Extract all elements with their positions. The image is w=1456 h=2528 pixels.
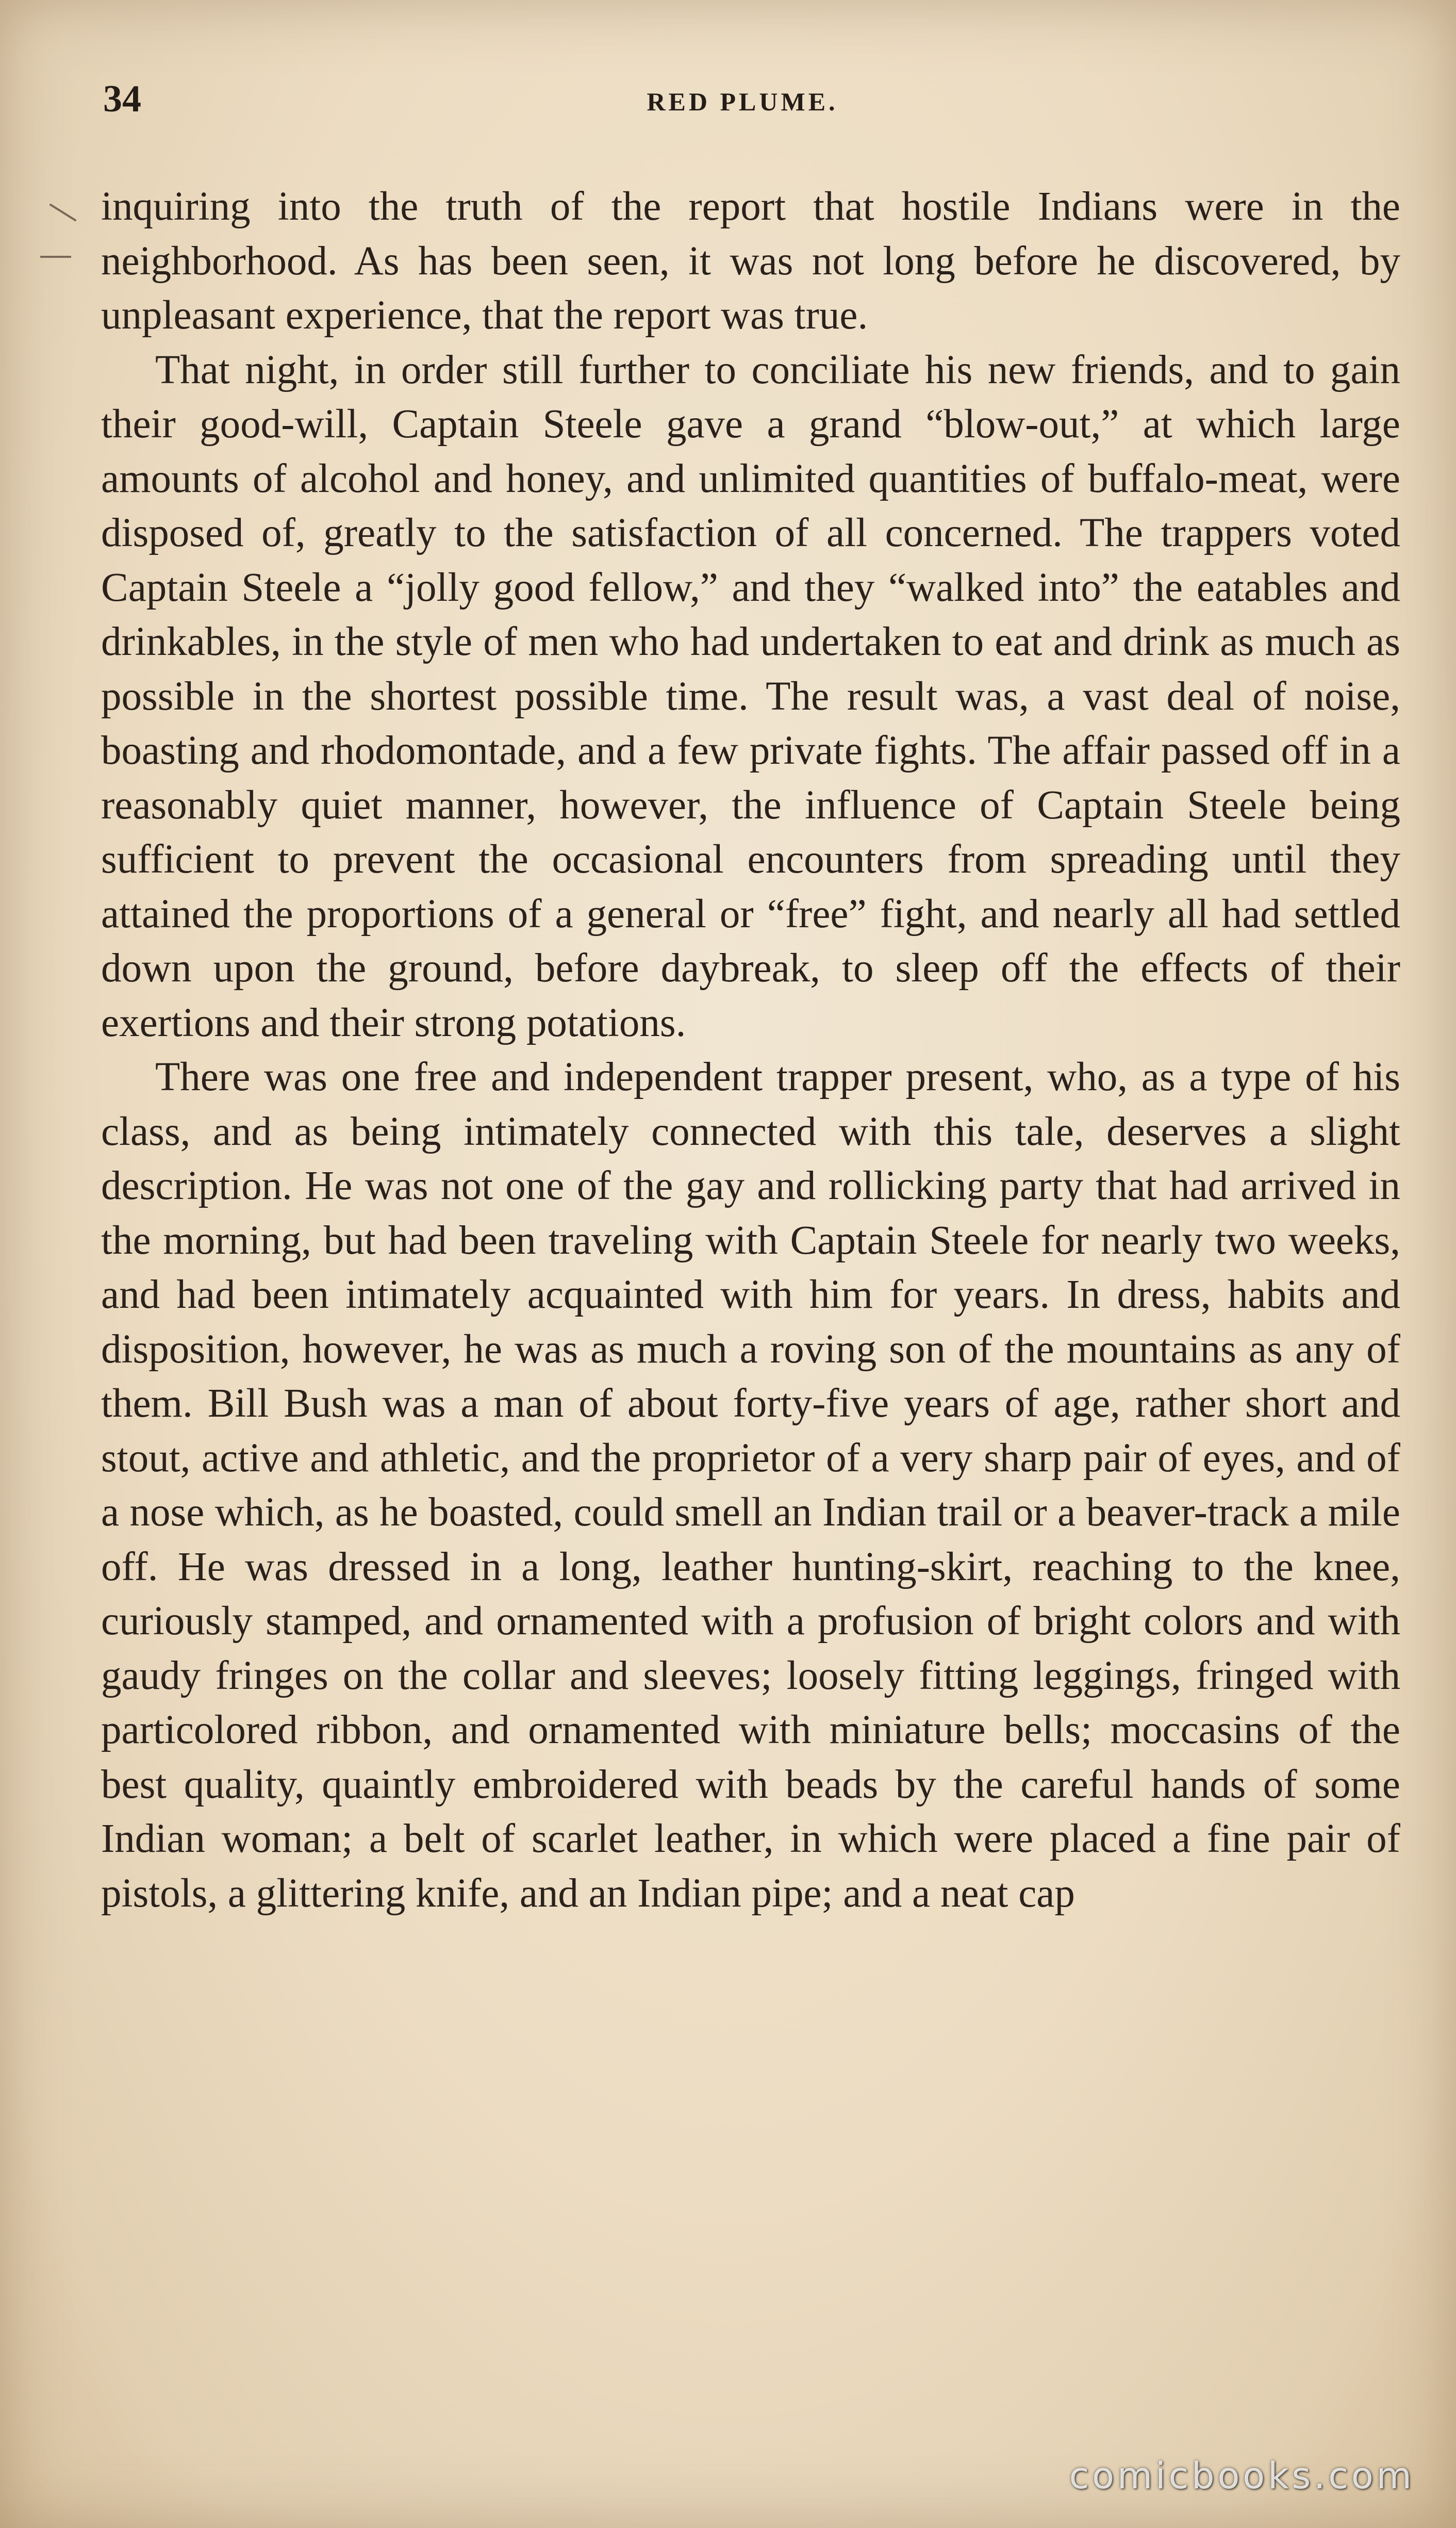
running-head: RED PLUME. — [647, 87, 838, 116]
paragraph: That night, in order still further to conciliate his new friends, and to gain their good-will, Captain Steele gave a grand “blow-out,” at which large amounts of alcohol and honey, and unlimited quantities of buffalo-meat, were disposed of, greatly to the satisfaction of all concerned. The trappers voted Captain Steele a “jolly good fellow,” and they “walked into” the eatables and drinkables, in the style of men who had undertaken to eat and drink as much as possible in the shortest possible time. The result was, a vast deal of noise, boasting and rhodomontade, and a few private fights. The affair passed off in a reasonably quiet manner, however, the influence of Captain Steele being sufficient to prevent the occasional encounters from spreading until they attained the proportions of a general or “free” fight, and nearly all had settled down upon the ground, before daybreak, to sleep off the effects of their exertions and their strong potations. — [101, 347, 1400, 1045]
body-text — [101, 179, 1400, 1920]
watermark: comicbooks.com — [1069, 2455, 1415, 2497]
page-number: 34 — [103, 78, 141, 120]
page-header — [93, 77, 1392, 134]
paragraph: There was one free and independent trapper present, who, as a type of his class, and as being intimately connected with this tale, deserves a slight description. He was not one of the gay and rollicking party that had arrived in the morning, but had been traveling with Captain Steele for nearly two weeks, and had been intimately acquainted with him for years. In dress, habits and disposition, however, he was as much a roving son of the mountains as any of them. Bill Bush was a man of about forty-five years of age, rather short and stout, active and athletic, and the proprietor of a very sharp pair of eyes, and of a nose which, as he boasted, could smell an Indian trail or a beaver-track a mile off. He was dressed in a long, leather hunting-skirt, reaching to the knee, curiously stamped, and ornamented with a profusion of bright colors and with gaudy fringes on the collar and sleeves; loosely fitting leggings, fringed with particolored ribbon, and ornamented with miniature bells; moccasins of the best quality, quaintly embroidered with beads by the careful hands of some Indian woman; a belt of scarlet leather, in which were placed a fine pair of pistols, a glittering knife, and an Indian pipe; and a neat cap — [101, 1055, 1400, 1916]
margin-pencil-mark — [49, 203, 76, 221]
margin-pencil-mark — [40, 256, 71, 258]
paragraph-continued: inquiring into the truth of the report that hostile Indians were in the neighborhood. As has been seen, it was not long before he discovered, by unpleasant experience, that the report was true. — [101, 184, 1400, 338]
